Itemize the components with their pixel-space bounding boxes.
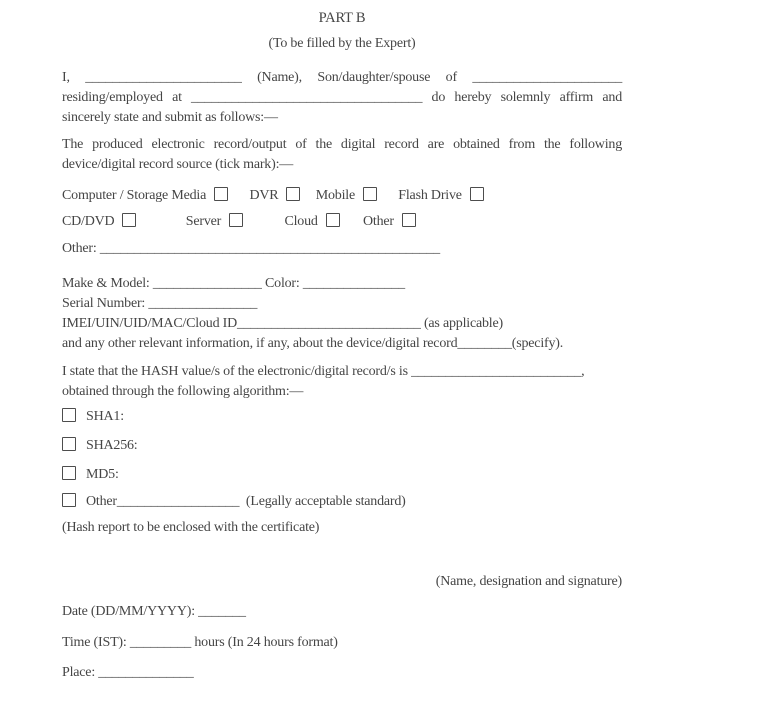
checkbox-cloud[interactable]: [326, 213, 340, 227]
source-statement-paragraph: [62, 135, 622, 175]
date-field: Date (DD/MM/YYYY): _______: [62, 604, 246, 619]
device-option-label: DVR: [249, 188, 279, 203]
device-option-flash-drive: [398, 186, 484, 206]
time-field: Time (IST): _________ hours (In 24 hours format): [62, 635, 338, 650]
hash-report-note: (Hash report to be enclosed with the certificate): [62, 520, 320, 535]
form-part-b: [62, 8, 622, 683]
hash-option-label: MD5:: [86, 467, 119, 482]
page-subtitle: (To be filled by the Expert): [268, 36, 416, 51]
checkbox-cd-dvd[interactable]: [122, 213, 136, 227]
declarant-line-3: sincerely state and submit as follows:—: [62, 110, 278, 125]
source-statement-line-1: The produced electronic record/output of the digital record are obtained from the following: [62, 137, 622, 152]
page-title: PART B: [318, 10, 366, 26]
hash-statement-paragraph: [62, 362, 622, 402]
hash-statement-line-2: obtained through the following algorithm:—: [62, 384, 304, 399]
checkbox-md5[interactable]: [62, 466, 76, 480]
hash-option-label: Other__________________ (Legally acceptable standard): [86, 494, 406, 509]
checkbox-sha1[interactable]: [62, 408, 76, 422]
device-option-label: CD/DVD: [62, 214, 115, 229]
checkbox-sha256[interactable]: [62, 437, 76, 451]
device-source-row-1: [62, 186, 622, 206]
source-statement-line-2: device/digital record source (tick mark):—: [62, 157, 294, 172]
device-option-label: Mobile: [315, 188, 355, 203]
checkbox-flash-drive[interactable]: [470, 187, 484, 201]
device-option-label: Cloud: [284, 214, 318, 229]
hash-option-md5: [62, 465, 622, 485]
device-option-mobile: [316, 186, 377, 206]
device-option-label: Flash Drive: [398, 188, 462, 203]
hash-option-label: SHA256:: [86, 438, 138, 453]
device-option-cd-dvd: [62, 212, 136, 232]
declarant-paragraph: [62, 68, 622, 128]
other-info-field: and any other relevant information, if any, about the device/digital record________(specify).: [62, 336, 564, 351]
hash-option-other: [62, 492, 622, 512]
checkbox-other-algorithm[interactable]: [62, 493, 76, 507]
hash-statement-line-1: I state that the HASH value/s of the electronic/digital record/s is _________________________,: [62, 364, 585, 379]
declarant-line-2: residing/employed at __________________________________ do hereby solemnly affirm and: [62, 90, 622, 105]
hash-option-sha1: [62, 407, 622, 427]
device-option-label: Other: [363, 214, 394, 229]
serial-number-field: Serial Number: ________________: [62, 296, 258, 311]
checkbox-server[interactable]: [229, 213, 243, 227]
checkbox-dvr[interactable]: [286, 187, 300, 201]
hash-option-sha256: [62, 436, 622, 456]
device-option-dvr: [249, 186, 300, 206]
device-option-label: Computer / Storage Media: [62, 188, 207, 203]
device-source-row-2: [62, 212, 622, 232]
device-option-computer-storage-media: [62, 186, 228, 206]
device-details-block: [62, 274, 622, 354]
signature-caption: (Name, designation and signature): [435, 574, 622, 589]
device-option-label: Server: [185, 214, 222, 229]
checkbox-mobile[interactable]: [363, 187, 377, 201]
place-field: Place: ______________: [62, 665, 194, 680]
device-option-server: [186, 212, 243, 232]
make-model-field: Make & Model: ________________ Color: _______________: [62, 276, 405, 291]
imei-id-field: IMEI/UIN/UID/MAC/Cloud ID___________________________ (as applicable): [62, 316, 503, 331]
device-option-cloud: [284, 212, 339, 232]
other-source-field: Other: __________________________________________________: [62, 241, 440, 256]
declarant-line-1: I, _______________________ (Name), Son/daughter/spouse of ______________________: [62, 70, 622, 85]
checkbox-computer-storage-media[interactable]: [214, 187, 228, 201]
hash-option-label: SHA1:: [86, 409, 124, 424]
checkbox-other-source[interactable]: [402, 213, 416, 227]
device-option-other: [363, 212, 416, 232]
